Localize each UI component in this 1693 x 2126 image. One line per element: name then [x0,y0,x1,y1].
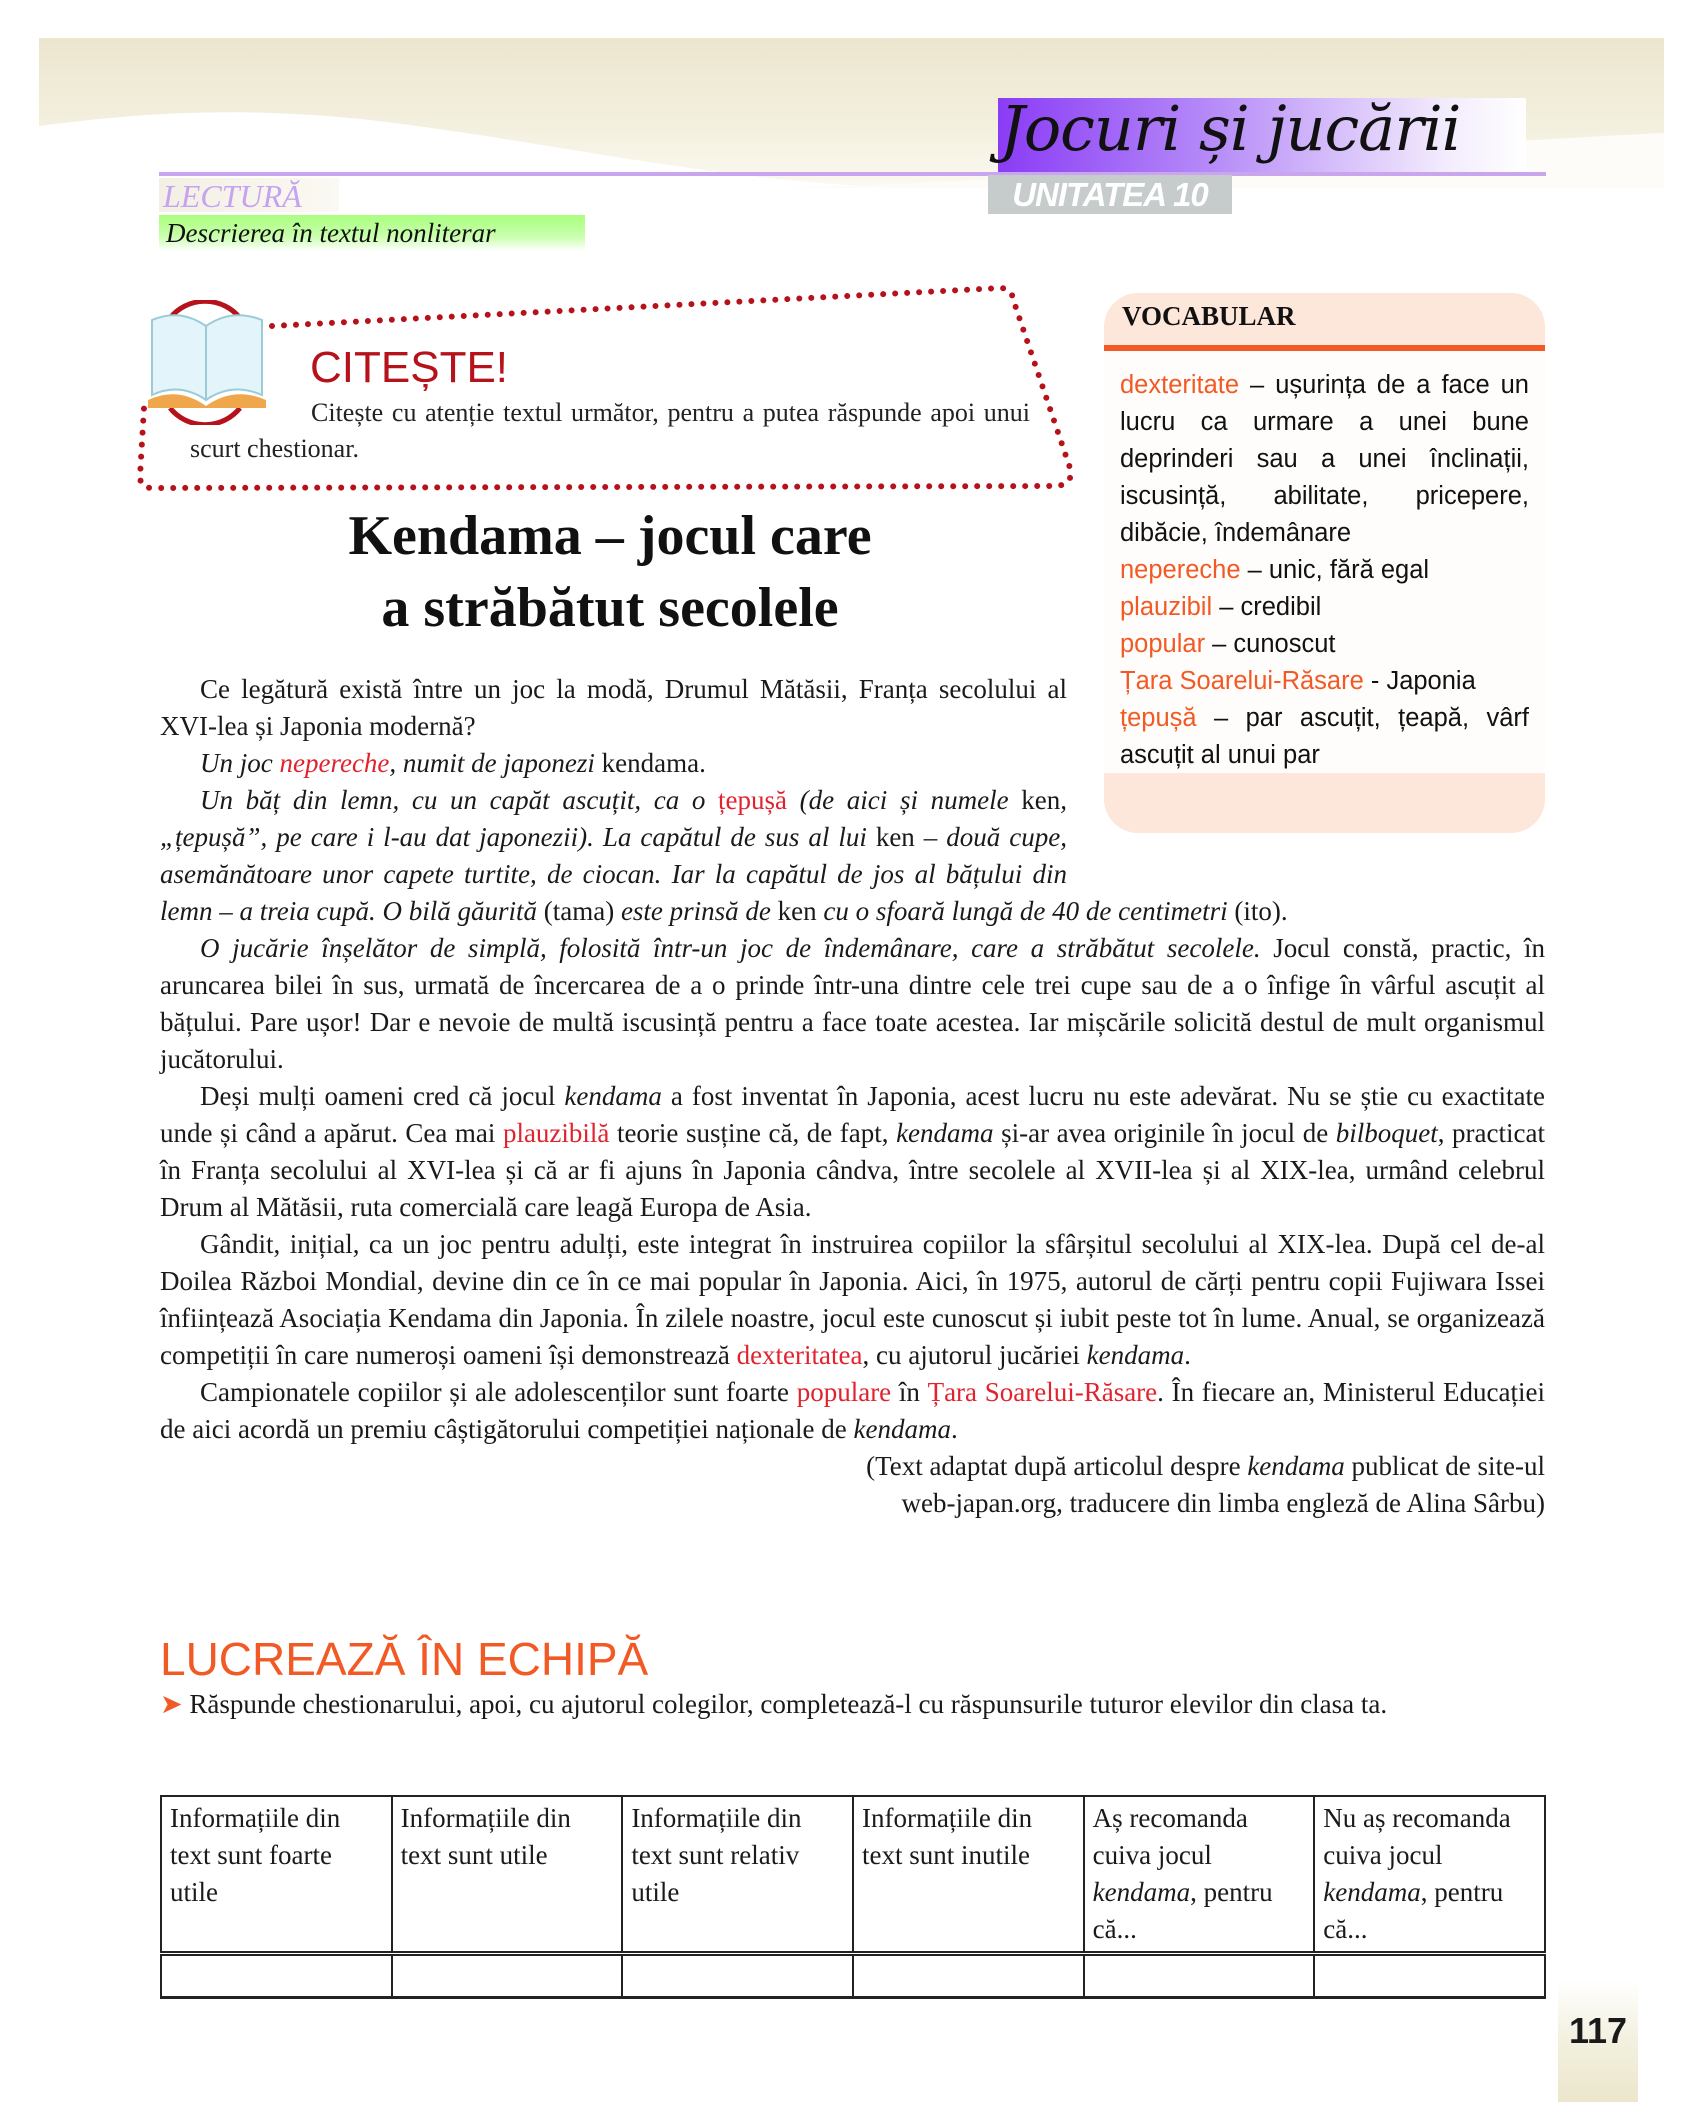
article-paragraph [160,1374,1545,1448]
text-segment: Aș recomanda cuiva jocul [1092,1803,1248,1870]
source-line [866,1451,1545,1481]
vocabulary-entry [1120,367,1529,552]
read-box-instruction: Citește cu atenție textul următor, pentru a putea răspunde apoi unui scurt chestionar. [190,398,1030,463]
vocabulary-term: popular [1120,630,1206,658]
text-segment: , cu ajutorul jucăriei [862,1340,1087,1370]
text-segment: Nu aș recomanda cuiva jocul [1323,1803,1511,1870]
section-label: LECTURĂ [159,178,339,212]
source-line: web-japan.org, traducere din limba engleză de Alina Sârbu) [901,1488,1545,1518]
text-segment: (de aici și numele [787,785,1022,815]
text-segment: kendama [1323,1877,1421,1907]
text-segment: în [891,1377,928,1407]
article-source [160,1448,1545,1522]
glossary-term: dexteritatea [736,1340,863,1370]
text-segment: kendama [1092,1877,1191,1907]
article-paragraph [160,1226,1545,1374]
table-header-cell [1084,1796,1315,1954]
questionnaire-table [160,1795,1546,1999]
vocabulary-entry [1120,626,1529,663]
text-segment: Deși mulți oameni cred că jocul [200,1081,565,1111]
table-header-cell [392,1796,623,1954]
text-segment: Informațiile din text sunt foarte utile [170,1803,341,1907]
answer-cell[interactable] [853,1954,1084,1998]
text-segment: teorie susține că, de fapt, [609,1118,897,1148]
text-segment: este prinsă de [614,896,778,926]
glossary-term: nepereche [279,748,390,778]
header-divider [159,172,1546,176]
text-segment: . [1184,1340,1191,1370]
table-answer-row [161,1954,1545,1998]
article-paragraph [160,930,1545,1078]
text-segment: Informațiile din text sunt inutile [861,1803,1033,1870]
text-segment: cu o sfoară lungă de 40 de centimetri [816,896,1235,926]
glossary-term: populare [796,1377,892,1407]
vocabulary-term: țepușă [1120,704,1197,732]
float-spacer [1067,671,1545,893]
teamwork-instruction [160,1686,1545,1722]
text-segment: Informațiile din text sunt relativ utile [631,1803,802,1907]
text-segment: kendama [1247,1451,1345,1481]
answer-cell[interactable] [622,1954,853,1998]
article-title-line: a străbătut secolele [381,577,839,639]
table-header-row [161,1796,1545,1954]
text-segment: Informațiile din text sunt utile [400,1803,571,1870]
vocabulary-definition: – par ascuțit, țeapă, vârf ascuțit al unui par [1120,704,1529,769]
text-segment: (tama) [543,896,615,926]
table-header-cell [622,1796,853,1954]
instruction-text: Răspunde chestionarului, apoi, cu ajutorul colegilor, completează-l cu răspunsurile tuturor elevilor din clasa ta. [189,1689,1388,1719]
text-segment: kendama [853,1414,951,1444]
text-segment: , practicat în Franța secolului al XVI-lea și că ar fi ajuns în Japonia cândva, între secolele al XVII-lea și al XIX-lea, urmând celebrul Drum al Mătăsii, ruta comercială care leagă Europa de Asia. [160,1118,1545,1222]
vocabulary-term: dexteritate [1120,371,1240,399]
answer-cell[interactable] [1084,1954,1315,1998]
article-paragraph [160,1078,1545,1226]
vocabulary-definition: – unic, fără egal [1240,556,1430,584]
glossary-term: țepușă [718,785,788,815]
article-title [160,500,1060,644]
vocabulary-entry [1120,589,1529,626]
text-segment: – două cupe, asemănătoare unor capete turtite, de ciocan. Iar la capătul de jos al bățului din lemn – a treia cupă. O bilă găurită [160,822,1067,926]
text-segment: kendama [896,1118,994,1148]
text-segment: și-ar avea originile în jocul de [993,1118,1336,1148]
text-segment: publicat de site-ul [1344,1451,1545,1481]
table-header-cell [161,1796,392,1954]
text-segment: Un băț din lemn, cu un capăt ascuțit, ca o [200,785,719,815]
text-segment: a fost inventat în Japonia, acest lucru nu este adevărat. Nu se știe cu exactitate unde și când a apărut. Cea mai [160,1081,1545,1148]
section-subtitle: Descrierea în textul nonliterar [159,215,585,251]
vocabulary-definition: - Japonia [1363,667,1476,695]
text-segment: O jucărie înșelător de simplă, folosită într-un joc de îndemânare, care a străbătut secolele. [200,933,1261,963]
page-number: 117 [1558,1980,1638,2102]
unit-title: Jocuri și jucării [1000,92,1461,165]
text-segment: ken [875,822,915,852]
text-segment: bilboquet [1335,1118,1438,1148]
answer-cell[interactable] [1314,1954,1545,1998]
text-segment: . În fiecare an, Ministerul Educației de aici acordă un premiu câștigătorului competiției naționale de [160,1377,1545,1444]
text-segment: , „țepușă”, pe care i l-au dat japonezii). La capătul de sus al lui [160,785,1067,852]
text-segment: , pentru că... [1323,1877,1504,1944]
vocabulary-term: Țara Soarelui-Răsare [1120,667,1364,695]
text-segment: kendama. [601,748,706,778]
vocabulary-definition: – cunoscut [1205,630,1336,658]
read-box-title: CITEȘTE! [310,343,509,392]
text-segment: kendama [564,1081,662,1111]
glossary-term: plauzibilă [502,1118,610,1148]
vocabulary-entry [1120,552,1529,589]
vocabulary-definition: – credibil [1212,593,1322,621]
table-header-cell [853,1796,1084,1954]
text-segment: Ce legătură există între un joc la modă, Drumul Mătăsii, Franța secolului al XVI-lea și Japonia modernă? [160,674,1067,741]
text-segment: Gândit, inițial, ca un joc pentru adulți, este integrat în instruirea copiilor la sfârșitul secolului al XIX-lea. După cel de-al Doilea Război Mondial, devine din ce în ce mai popular în Japonia. Aici, în 1975, autorul de cărți pentru copii Fujiwara Issei înființează Asociația Kendama din Japonia. În zilele noastre, jocul este cunoscut și iubit peste tot în lume. Anual, se organizează competiții în care numeroși oameni își demonstrează [160,1229,1545,1370]
glossary-term: Țara Soarelui-Răsare [927,1377,1158,1407]
text-segment: Jocul constă, practic, în aruncarea bilei în sus, urmată de încercarea de a o prinde într-una dintre cele trei cupe sau de a o înfige în vârful ascuțit al bățului. Pare ușor! Dar e nevoie de multă iscusință pentru a face toate acestea. Iar mișcările solicită destul de mult organismul jucătorului. [160,933,1545,1074]
text-segment: , pentru că... [1092,1877,1273,1944]
vocabulary-title: VOCABULAR [1122,301,1296,331]
text-segment: Un joc [200,748,280,778]
text-segment: (ito). [1234,896,1288,926]
text-segment: kendama [1086,1340,1185,1370]
text-segment: , numit de japonezi [389,748,602,778]
text-segment: ken [777,896,817,926]
text-segment: ken [1021,785,1061,815]
article-title-line: Kendama – jocul care [348,505,872,567]
vocabulary-term: nepereche [1120,556,1241,584]
text-segment: Campionatele copiilor și ale adolescenților sunt foarte [200,1377,797,1407]
text-segment: (Text adaptat după articolul despre [866,1451,1248,1481]
answer-cell[interactable] [161,1954,392,1998]
vocabulary-definition: – ușurința de a face un lucru ca urmare a unei bune deprinderi sau a unei înclinații, iscusință, abilitate, pricepere, dibăcie, îndemânare [1120,371,1529,547]
article-body [160,671,1545,1522]
unit-label: UNITATEA 10 [988,175,1232,214]
teamwork-title: LUCREAZĂ ÎN ECHIPĂ [160,1633,649,1685]
text-segment: . [950,1414,958,1444]
vocabulary-term: plauzibil [1120,593,1213,621]
table-header-cell [1314,1796,1545,1954]
arrow-bullet-icon: ➤ [160,1689,183,1719]
answer-cell[interactable] [392,1954,623,1998]
